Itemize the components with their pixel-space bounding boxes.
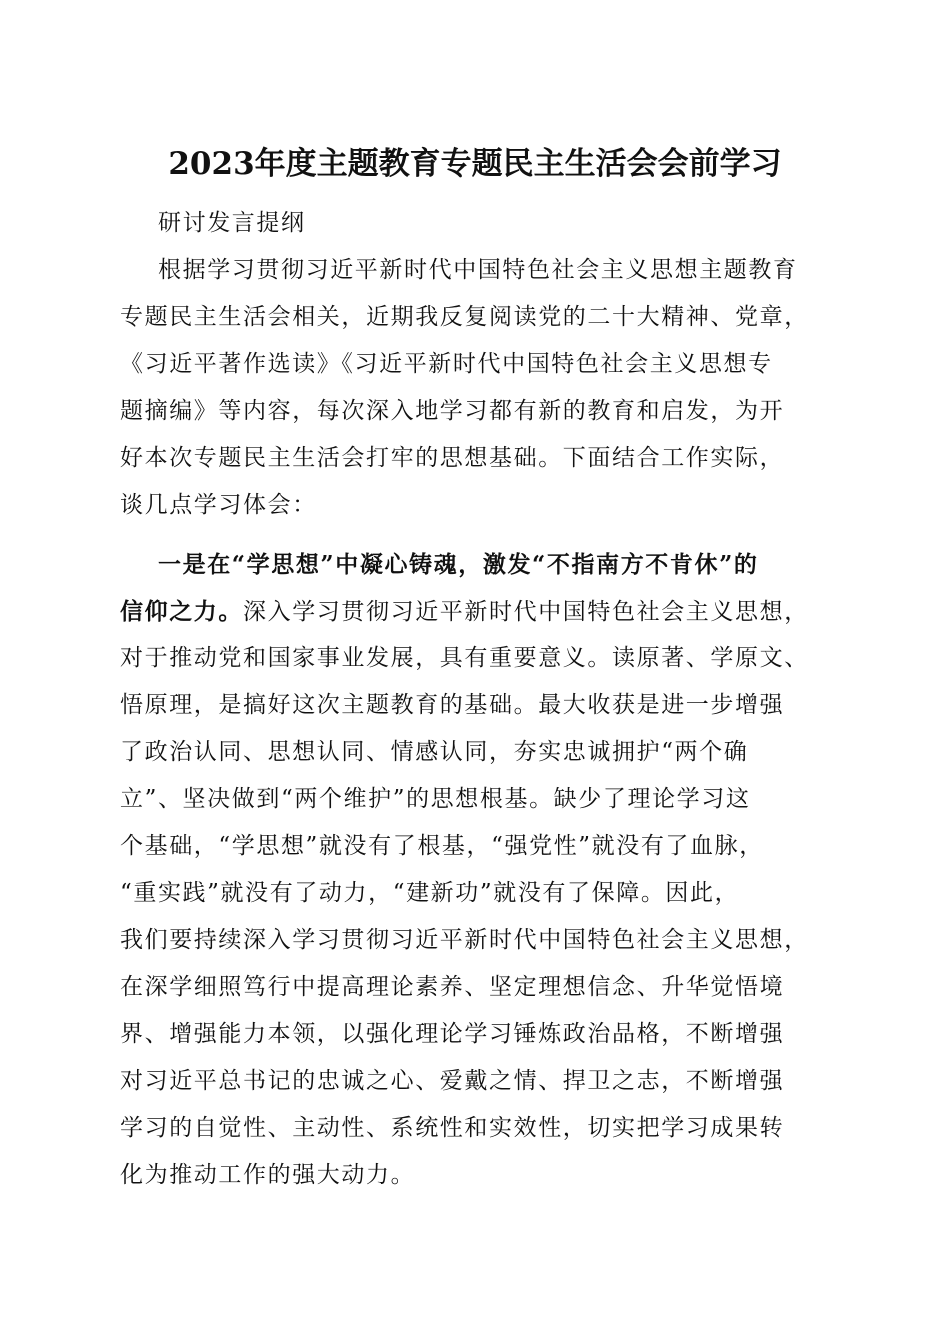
paragraph-line: 学习的自觉性、主动性、系统性和实效性，切实把学习成果转 <box>120 1115 785 1141</box>
paragraph-line: 对习近平总书记的忠诚之心、爱戴之情、捍卫之志，不断增强 <box>120 1068 785 1094</box>
paragraph-line: 《习近平著作选读》《习近平新时代中国特色社会主义思想专 <box>120 351 773 377</box>
section-heading: 一是在“学思想”中凝心铸魂，激发“不指南方不肯休”的 <box>158 551 759 578</box>
paragraph-line: 专题民主生活会相关，近期我反复阅读党的二十大精神、党章， <box>120 304 809 330</box>
paragraph-line: 谈几点学习体会： <box>120 492 317 518</box>
paragraph-line: “重实践”就没有了动力，“建新功”就没有了保障。因此， <box>120 880 740 906</box>
paragraph-line: 悟原理，是搞好这次主题教育的基础。最大收获是进一步增强 <box>120 692 785 718</box>
paragraph-text: 深入学习贯彻习近平新时代中国特色社会主义思想， <box>243 599 809 625</box>
paragraph-line: 题摘编》等内容，每次深入地学习都有新的教育和启发，为开 <box>120 398 785 424</box>
paragraph-line <box>120 541 840 588</box>
paragraph-line: 界、增强能力本领，以强化理论学习锤炼政治品格，不断增强 <box>120 1021 785 1047</box>
document-title: 2023年度主题教育专题民主生活会会前学习 <box>168 146 782 182</box>
paragraph-line: 了政治认同、思想认同、情感认同，夯实忠诚拥护“两个确 <box>120 739 749 765</box>
document-body <box>120 200 840 1199</box>
paragraph-line: 立”、坚决做到“两个维护”的思想根基。缺少了理论学习这 <box>120 786 751 812</box>
paragraph-line: 个基础，“学思想”就没有了根基，“强党性”就没有了血脉， <box>120 833 764 859</box>
subtitle: 研讨发言提纲 <box>158 210 306 236</box>
paragraph-line: 根据学习贯彻习近平新时代中国特色社会主义思想主题教育 <box>158 257 798 283</box>
paragraph-line <box>120 588 840 635</box>
paragraph-line: 化为推动工作的强大动力。 <box>120 1162 416 1188</box>
paragraph-line: 我们要持续深入学习贯彻习近平新时代中国特色社会主义思想， <box>120 927 809 953</box>
paragraph-line: 在深学细照笃行中提高理论素养、坚定理想信念、升华觉悟境 <box>120 974 785 1000</box>
paragraph-line: 对于推动党和国家事业发展，具有重要意义。读原著、学原文、 <box>120 645 809 671</box>
paragraph-line: 好本次专题民主生活会打牢的思想基础。下面结合工作实际， <box>120 445 785 471</box>
section-heading-end: 信仰之力。 <box>120 598 243 625</box>
